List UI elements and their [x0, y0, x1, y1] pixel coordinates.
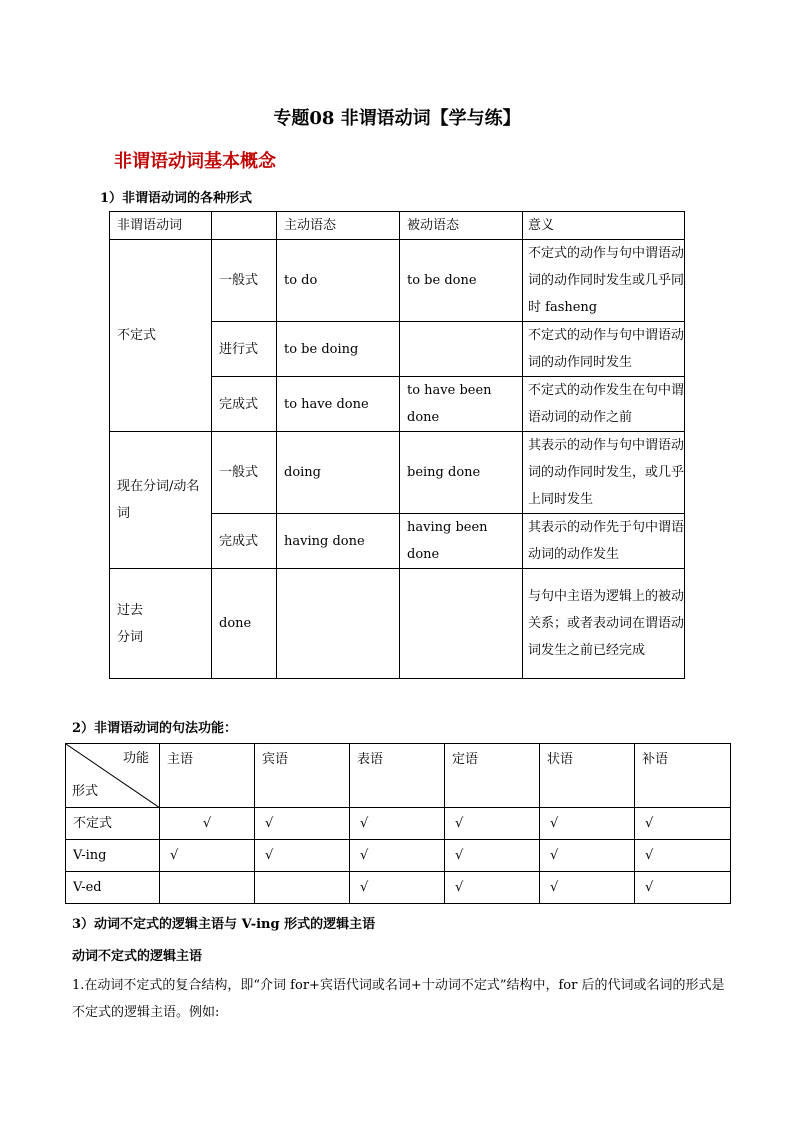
form-cell: 一般式	[212, 432, 277, 514]
check-cell	[160, 872, 255, 904]
form-cell: 进行式	[212, 322, 277, 377]
table-row	[66, 872, 731, 904]
header-cell: 非谓语动词	[110, 212, 212, 240]
table-row	[110, 569, 685, 679]
subheading-forms: 1）非谓语动词的各种形式	[100, 191, 253, 206]
table-row	[66, 840, 731, 872]
table-row	[110, 432, 685, 514]
row-label: V-ing	[66, 840, 160, 872]
table-header-row	[66, 744, 731, 808]
check-cell	[255, 872, 350, 904]
header-cell	[212, 212, 277, 240]
active-cell: having done	[277, 514, 400, 569]
column-header: 定语	[445, 744, 540, 808]
header-cell: 被动语态	[400, 212, 523, 240]
meaning-cell: 不定式的动作与句中谓语动词的动作同时发生	[523, 322, 685, 377]
check-cell: √	[445, 840, 540, 872]
form-cell: 完成式	[212, 514, 277, 569]
passive-cell: to be done	[400, 240, 523, 322]
meaning-cell: 其表示的动作先于句中谓语动词的动作发生	[523, 514, 685, 569]
check-cell: √	[350, 872, 445, 904]
subheading-functions: 2）非谓语动词的句法功能：	[72, 721, 238, 736]
check-cell: √	[255, 808, 350, 840]
meaning-cell: 其表示的动作与句中谓语动词的动作同时发生，或几乎上同时发生	[523, 432, 685, 514]
check-cell: √	[635, 808, 731, 840]
active-cell: to have done	[277, 377, 400, 432]
logical-subject-heading: 动词不定式的逻辑主语	[72, 949, 203, 964]
row-label: 不定式	[66, 808, 160, 840]
column-header: 状语	[540, 744, 635, 808]
column-header: 宾语	[255, 744, 350, 808]
row-label: V-ed	[66, 872, 160, 904]
group-label-participle: 现在分词/动名词	[110, 432, 212, 569]
check-cell: √	[635, 872, 731, 904]
check-cell: √	[540, 808, 635, 840]
passive-cell	[400, 322, 523, 377]
meaning-cell: 不定式的动作与句中谓语动词的动作同时发生或几乎同时 fasheng	[523, 240, 685, 322]
passive-cell: being done	[400, 432, 523, 514]
passive-cell: having been done	[400, 514, 523, 569]
past-participle-label-1: 过去	[117, 602, 144, 618]
group-label-infinitive: 不定式	[110, 240, 212, 432]
header-cell: 主动语态	[277, 212, 400, 240]
passive-cell: to have been done	[400, 377, 523, 432]
active-cell	[277, 569, 400, 679]
form-cell: 完成式	[212, 377, 277, 432]
corner-label-function: 功能	[122, 751, 149, 766]
table-row	[110, 240, 685, 322]
passive-cell	[400, 569, 523, 679]
check-cell: √	[445, 872, 540, 904]
check-cell: √	[255, 840, 350, 872]
header-cell: 意义	[523, 212, 685, 240]
check-cell: √	[350, 808, 445, 840]
form-cell: done	[212, 569, 277, 679]
document-title: 专题08 非谓语动词【学与练】	[273, 108, 521, 129]
active-cell: to be doing	[277, 322, 400, 377]
column-header: 补语	[635, 744, 731, 808]
table-header-row	[110, 212, 685, 240]
diagonal-header-cell	[66, 744, 160, 808]
subheading-logical-subject: 3）动词不定式的逻辑主语与 V-ing 形式的逻辑主语	[72, 917, 376, 932]
section-heading: 非谓语动词基本概念	[114, 151, 276, 172]
meaning-cell: 与句中主语为逻辑上的被动关系；或者表动词在谓语动词发生之前已经完成	[523, 569, 685, 679]
function-table	[65, 743, 731, 904]
paragraph: 1.在动词不定式的复合结构，即“介词 for+宾语代词或名词+十动词不定式”结构中，for 后的代词或名词的形式是不定式的逻辑主语。例如:	[72, 978, 725, 1020]
check-cell: √	[160, 840, 255, 872]
active-cell: doing	[277, 432, 400, 514]
forms-table	[109, 211, 685, 679]
check-cell: √	[540, 840, 635, 872]
check-cell: √	[540, 872, 635, 904]
meaning-cell: 不定式的动作发生在句中谓语动词的动作之前	[523, 377, 685, 432]
check-cell: √	[635, 840, 731, 872]
group-label-past-participle	[110, 569, 212, 679]
past-participle-label-2: 分词	[117, 629, 144, 645]
corner-label-form: 形式	[72, 784, 99, 799]
active-cell: to do	[277, 240, 400, 322]
check-cell: √	[160, 808, 255, 840]
column-header: 表语	[350, 744, 445, 808]
form-cell: 一般式	[212, 240, 277, 322]
check-cell: √	[350, 840, 445, 872]
table-row	[66, 808, 731, 840]
check-cell: √	[445, 808, 540, 840]
column-header: 主语	[160, 744, 255, 808]
